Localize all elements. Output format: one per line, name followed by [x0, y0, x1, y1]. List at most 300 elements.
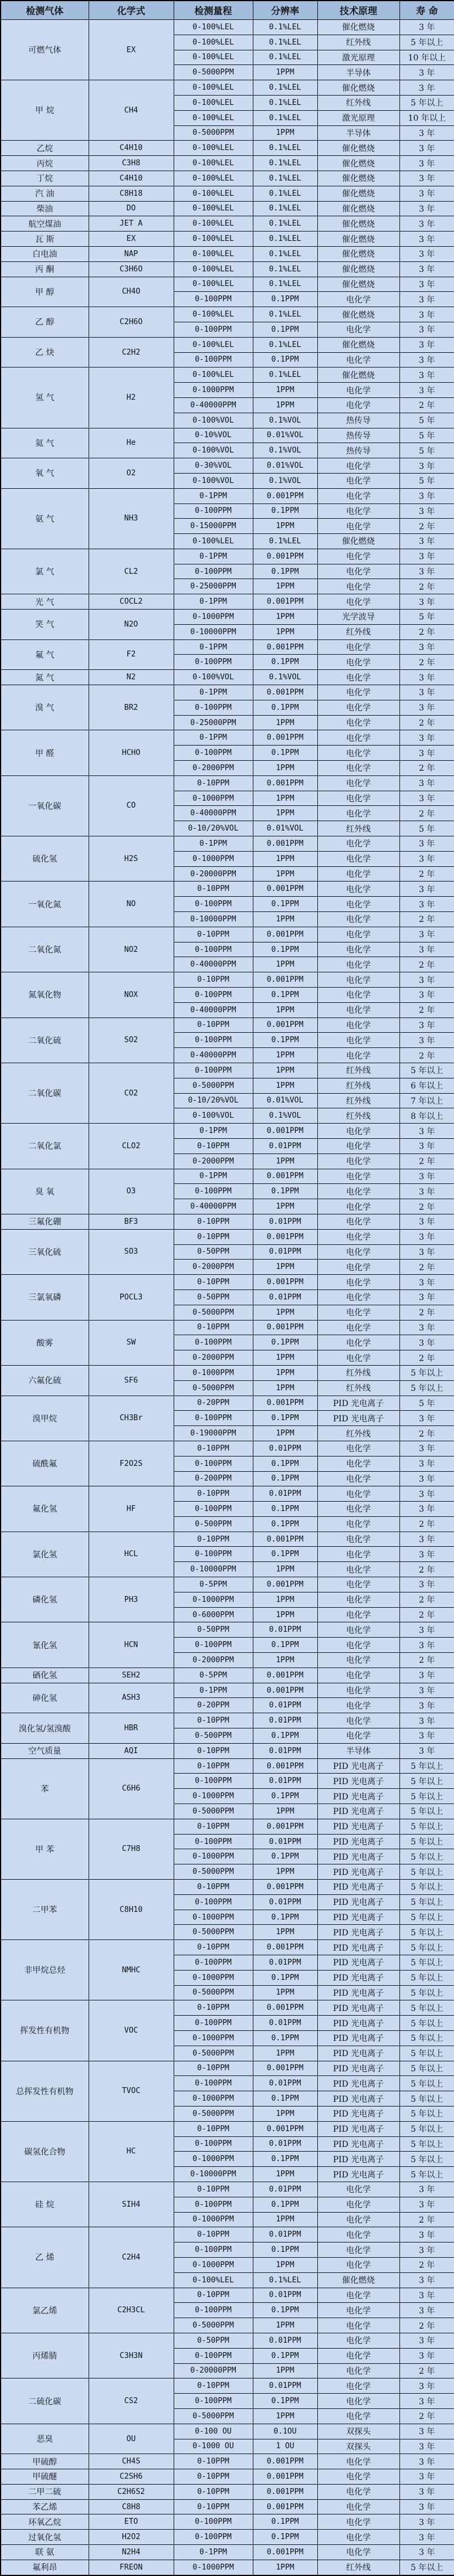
range-cell: 0-100%LEL — [174, 216, 253, 232]
principle-cell: 电化学 — [317, 397, 399, 413]
life-cell: 2 年 — [399, 2257, 454, 2272]
range-cell: 0-10PPM — [174, 1275, 253, 1290]
resolution-cell: 0.1%VOL — [253, 443, 317, 458]
range-cell: 0-10PPM — [174, 2499, 253, 2514]
gas-cell: 硅 烷 — [1, 2182, 89, 2227]
range-cell: 0-10PPM — [174, 1758, 253, 1774]
formula-cell: OU — [89, 2424, 174, 2454]
range-cell: 0-10PPM — [174, 2288, 253, 2303]
principle-cell: 电化学 — [317, 2227, 399, 2242]
resolution-cell: 0.1%LEL — [253, 186, 317, 201]
resolution-cell: 1 OU — [253, 2439, 317, 2454]
formula-cell: VOC — [89, 2000, 174, 2061]
range-cell: 0-5000PPM — [174, 125, 253, 141]
range-cell: 0-100PPM — [174, 1834, 253, 1849]
col-header-life: 寿 命 — [399, 1, 454, 20]
table-row — [1, 972, 454, 988]
principle-cell: 红外线 — [317, 1078, 399, 1093]
table-row — [1, 1063, 454, 1078]
life-cell: 2 年 — [399, 519, 454, 534]
life-cell: 3 年 — [399, 1244, 454, 1260]
range-cell: 0-1000PPM — [174, 1365, 253, 1380]
formula-cell: H2S — [89, 836, 174, 882]
table-row — [1, 2227, 454, 2242]
principle-cell: 电化学 — [317, 1668, 399, 1683]
formula-cell: N2O — [89, 610, 174, 640]
formula-cell: SO3 — [89, 1229, 174, 1274]
range-cell: 0-1000PPM — [174, 2030, 253, 2046]
principle-cell: 电化学 — [317, 927, 399, 942]
formula-cell: SF6 — [89, 1365, 174, 1396]
gas-cell: 挥发性有机物 — [1, 2000, 89, 2061]
table-row — [1, 2000, 454, 2016]
range-cell: 0-100%LEL — [174, 171, 253, 186]
range-cell: 0-1000PPM — [174, 1592, 253, 1607]
life-cell: 3 年 — [399, 2545, 454, 2560]
range-cell: 0-1000PPM — [174, 383, 253, 398]
resolution-cell: 0.001PPM — [253, 2499, 317, 2514]
range-cell: 0-100 OU — [174, 2424, 253, 2439]
gas-cell: 甲 苯 — [1, 1819, 89, 1879]
gas-cell: 瓦 斯 — [1, 232, 89, 247]
principle-cell: 电化学 — [317, 1289, 399, 1305]
principle-cell: 红外线 — [317, 821, 399, 836]
range-cell: 0-1PPM — [174, 488, 253, 503]
range-cell: 0-100%LEL — [174, 307, 253, 322]
resolution-cell: 1PPM — [253, 397, 317, 413]
life-cell: 3 年 — [399, 2484, 454, 2499]
resolution-cell: 1PPM — [253, 2408, 317, 2424]
range-cell: 0-1000PPM — [174, 2257, 253, 2272]
principle-cell: 催化燃烧 — [317, 80, 399, 96]
range-cell: 0-1000PPM — [174, 1970, 253, 1985]
range-cell: 0-100PPM — [174, 564, 253, 579]
resolution-cell: 0.1%LEL — [253, 20, 317, 35]
range-cell: 0-5PPM — [174, 1668, 253, 1683]
table-row — [1, 594, 454, 610]
life-cell: 3 年 — [399, 2272, 454, 2288]
range-cell: 0-100PPM — [174, 1638, 253, 1653]
life-cell: 3 年 — [399, 639, 454, 655]
life-cell: 3 年 — [399, 2454, 454, 2469]
gas-cell: 可燃气体 — [1, 20, 89, 80]
life-cell: 3 年 — [399, 988, 454, 1003]
range-cell: 0-10PPM — [174, 972, 253, 988]
principle-cell: 电化学 — [317, 912, 399, 927]
life-cell: 3 年 — [399, 186, 454, 201]
resolution-cell: 0.01PPM — [253, 1834, 317, 1849]
life-cell: 3 年 — [399, 2182, 454, 2197]
range-cell: 0-200PPM — [174, 1471, 253, 1486]
range-cell: 0-1000PPM — [174, 2152, 253, 2167]
formula-cell: CH4S — [89, 2454, 174, 2469]
life-cell: 5 年以上 — [399, 1880, 454, 1895]
principle-cell: 电化学 — [317, 1153, 399, 1169]
formula-cell: SO2 — [89, 1018, 174, 1063]
range-cell: 0-5000PPM — [174, 2106, 253, 2121]
table-row — [1, 2454, 454, 2469]
gas-cell: 六氟化硫 — [1, 1365, 89, 1396]
table-row — [1, 246, 454, 261]
principle-cell: 热传导 — [317, 428, 399, 443]
range-cell: 0-1000PPM — [174, 791, 253, 806]
principle-cell: 电化学 — [317, 761, 399, 776]
life-cell: 5 年以上 — [399, 35, 454, 50]
formula-cell: C4H10 — [89, 171, 174, 186]
resolution-cell: 0.1%LEL — [253, 35, 317, 50]
range-cell: 0-100%VOL — [174, 1108, 253, 1124]
resolution-cell: 0.1PPM — [253, 292, 317, 307]
principle-cell: PID 光电离子 — [317, 1789, 399, 1804]
table-row — [1, 927, 454, 942]
resolution-cell: 0.1PPM — [253, 564, 317, 579]
resolution-cell: 0.001PPM — [253, 549, 317, 564]
life-cell: 5 年 — [399, 1396, 454, 1411]
life-cell: 2 年 — [399, 2363, 454, 2378]
range-cell: 0-10PPM — [174, 1018, 253, 1033]
resolution-cell: 1PPM — [253, 2106, 317, 2121]
principle-cell: 催化燃烧 — [317, 367, 399, 383]
resolution-cell: 0.1PPM — [253, 1638, 317, 1653]
gas-cell: 乙 烯 — [1, 2227, 89, 2288]
range-cell: 0-100PPM — [174, 2514, 253, 2530]
formula-cell: C7H8 — [89, 1819, 174, 1879]
gas-cell: 氟化氢 — [1, 1486, 89, 1532]
table-row — [1, 1229, 454, 1244]
life-cell: 5 年以上 — [399, 2136, 454, 2152]
range-cell: 0-10PPM — [174, 1713, 253, 1728]
resolution-cell: 0.1%LEL — [253, 232, 317, 247]
principle-cell: 电化学 — [317, 775, 399, 791]
life-cell: 3 年 — [399, 2303, 454, 2318]
formula-cell: DO — [89, 201, 174, 216]
life-cell: 5 年以上 — [399, 2076, 454, 2091]
resolution-cell: 0.001PPM — [253, 775, 317, 791]
table-row — [1, 2560, 454, 2575]
life-cell: 3 年 — [399, 897, 454, 912]
col-header-range: 检测量程 — [174, 1, 253, 20]
resolution-cell: 0.001PPM — [253, 1018, 317, 1033]
resolution-cell: 0.01%VOL — [253, 428, 317, 443]
range-cell: 0-1000PPM — [174, 2091, 253, 2107]
life-cell: 5 年 — [399, 443, 454, 458]
range-cell: 0-100%LEL — [174, 110, 253, 125]
formula-cell: H2O2 — [89, 2530, 174, 2545]
life-cell: 2 年 — [399, 1305, 454, 1320]
table-row — [1, 201, 454, 216]
formula-cell: BR2 — [89, 685, 174, 730]
formula-cell: ETO — [89, 2514, 174, 2530]
formula-cell: NO — [89, 882, 174, 927]
life-cell: 3 年 — [399, 836, 454, 852]
principle-cell: 电化学 — [317, 503, 399, 519]
gas-cell: 光 气 — [1, 594, 89, 610]
resolution-cell: 1PPM — [253, 624, 317, 639]
resolution-cell: 0.1PPM — [253, 352, 317, 367]
life-cell: 3 年 — [399, 1018, 454, 1033]
life-cell: 5 年以上 — [399, 1894, 454, 1910]
principle-cell: 电化学 — [317, 594, 399, 610]
resolution-cell: 1PPM — [253, 1048, 317, 1063]
range-cell: 0-20PPM — [174, 1698, 253, 1713]
resolution-cell: 0.01%VOL — [253, 1093, 317, 1108]
life-cell: 5 年以上 — [399, 1985, 454, 2000]
resolution-cell: 1PPM — [253, 1426, 317, 1441]
life-cell: 3 年 — [399, 1138, 454, 1153]
resolution-cell: 0.001PPM — [253, 2454, 317, 2469]
life-cell: 3 年 — [399, 2530, 454, 2545]
resolution-cell: 0.01PPM — [253, 1743, 317, 1758]
resolution-cell: 0.001PPM — [253, 1532, 317, 1547]
principle-cell: PID 光电离子 — [317, 1834, 399, 1849]
life-cell: 3 年 — [399, 458, 454, 474]
resolution-cell: 1PPM — [253, 1653, 317, 1668]
principle-cell: PID 光电离子 — [317, 2167, 399, 2182]
formula-cell: BF3 — [89, 1214, 174, 1229]
table-row — [1, 1577, 454, 1592]
life-cell: 3 年 — [399, 1184, 454, 1199]
range-cell: 0-100PPM — [174, 2303, 253, 2318]
life-cell: 10 年以上 — [399, 50, 454, 65]
life-cell: 3 年 — [399, 1668, 454, 1683]
gas-cell: 白电油 — [1, 246, 89, 261]
principle-cell: 电化学 — [317, 1638, 399, 1653]
range-cell: 0-2000PPM — [174, 1653, 253, 1668]
formula-cell: CLO2 — [89, 1124, 174, 1169]
gas-cell: 硫酰氟 — [1, 1441, 89, 1486]
resolution-cell: 0.1PPM — [253, 2091, 317, 2107]
table-row — [1, 488, 454, 503]
range-cell: 0-5000PPM — [174, 2318, 253, 2333]
formula-cell: H2 — [89, 367, 174, 428]
gas-cell: 氯 气 — [1, 549, 89, 594]
table-row — [1, 1365, 454, 1380]
range-cell: 0-5000PPM — [174, 1804, 253, 1819]
range-cell: 0-1PPM — [174, 1169, 253, 1184]
life-cell: 3 年 — [399, 337, 454, 352]
resolution-cell: 0.1PPM — [253, 2197, 317, 2212]
range-cell: 0-100PPM — [174, 746, 253, 761]
table-row — [1, 685, 454, 700]
principle-cell: 电化学 — [317, 730, 399, 746]
principle-cell: 红外线 — [317, 1380, 399, 1396]
life-cell: 3 年 — [399, 2227, 454, 2242]
table-row — [1, 1743, 454, 1758]
range-cell: 0-5000PPM — [174, 1864, 253, 1880]
principle-cell: PID 光电离子 — [317, 2061, 399, 2076]
resolution-cell: 0.1%LEL — [253, 534, 317, 549]
range-cell: 0-100%LEL — [174, 2272, 253, 2288]
range-cell: 0-20PPM — [174, 1396, 253, 1411]
range-cell: 0-10PPM — [174, 882, 253, 897]
resolution-cell: 1PPM — [253, 125, 317, 141]
formula-cell: C2H2 — [89, 337, 174, 367]
range-cell: 0-50PPM — [174, 2333, 253, 2348]
life-cell: 3 年 — [399, 1728, 454, 1744]
life-cell: 3 年 — [399, 1743, 454, 1758]
range-cell: 0-10/20%VOL — [174, 1093, 253, 1108]
formula-cell: F2O2S — [89, 1441, 174, 1486]
principle-cell: 电化学 — [317, 2257, 399, 2272]
range-cell: 0-5000PPM — [174, 1985, 253, 2000]
range-cell: 0-10PPM — [174, 2121, 253, 2136]
table-row — [1, 186, 454, 201]
range-cell: 0-100PPM — [174, 1547, 253, 1562]
resolution-cell: 1PPM — [253, 1063, 317, 1078]
gas-cell: 丙烯腈 — [1, 2333, 89, 2378]
range-cell: 0-100PPM — [174, 2394, 253, 2409]
principle-cell: 催化燃烧 — [317, 141, 399, 156]
resolution-cell: 1PPM — [253, 1002, 317, 1018]
principle-cell: PID 光电离子 — [317, 1880, 399, 1895]
range-cell: 0-25000PPM — [174, 579, 253, 594]
principle-cell: 双探头 — [317, 2424, 399, 2439]
gas-cell: 氟利昂 — [1, 2560, 89, 2575]
life-cell: 3 年 — [399, 1683, 454, 1698]
resolution-cell: 0.1%LEL — [253, 80, 317, 96]
resolution-cell: 1PPM — [253, 1260, 317, 1275]
formula-cell: C2SH6 — [89, 2469, 174, 2485]
formula-cell: CL2 — [89, 549, 174, 594]
resolution-cell: 0.001PPM — [253, 1229, 317, 1244]
table-row — [1, 337, 454, 352]
formula-cell: NAP — [89, 246, 174, 261]
range-cell: 0-100%LEL — [174, 80, 253, 96]
life-cell: 3 年 — [399, 20, 454, 35]
life-cell: 5 年以上 — [399, 1849, 454, 1864]
formula-cell: HCHO — [89, 730, 174, 775]
resolution-cell: 0.001PPM — [253, 1124, 317, 1139]
resolution-cell: 0.1PPM — [253, 1456, 317, 1471]
range-cell: 0-30%VOL — [174, 458, 253, 474]
range-cell: 0-100PPM — [174, 655, 253, 670]
principle-cell: 电化学 — [317, 1229, 399, 1244]
resolution-cell: 0.1PPM — [253, 1502, 317, 1517]
gas-cell: 二氧化氯 — [1, 1124, 89, 1169]
range-cell: 0-10PPM — [174, 2000, 253, 2016]
range-cell: 0-50PPM — [174, 1244, 253, 1260]
resolution-cell: 1PPM — [253, 519, 317, 534]
resolution-cell: 0.001PPM — [253, 1819, 317, 1834]
table-row — [1, 2333, 454, 2348]
life-cell: 3 年 — [399, 292, 454, 307]
resolution-cell: 0.001PPM — [253, 1169, 317, 1184]
principle-cell: 催化燃烧 — [317, 20, 399, 35]
resolution-cell: 0.001PPM — [253, 1275, 317, 1290]
resolution-cell: 0.1%LEL — [253, 216, 317, 232]
resolution-cell: 0.1PPM — [253, 1184, 317, 1199]
resolution-cell: 1PPM — [253, 2257, 317, 2272]
life-cell: 10 年以上 — [399, 110, 454, 125]
life-cell: 2 年 — [399, 866, 454, 882]
range-cell: 0-1PPM — [174, 549, 253, 564]
gas-cell: 二氧化硫 — [1, 1018, 89, 1063]
resolution-cell: 1PPM — [253, 866, 317, 882]
life-cell: 3 年 — [399, 775, 454, 791]
life-cell: 5 年以上 — [399, 95, 454, 110]
range-cell: 0-5000PPM — [174, 65, 253, 80]
table-row — [1, 2514, 454, 2530]
resolution-cell: 0.1PPM — [253, 700, 317, 715]
life-cell: 5 年 — [399, 428, 454, 443]
formula-cell: C4H10 — [89, 141, 174, 156]
gas-cell: 二甲苯 — [1, 1880, 89, 1940]
formula-cell: FREON — [89, 2560, 174, 2575]
range-cell: 0-100PPM — [174, 700, 253, 715]
resolution-cell: 0.1PPM — [253, 2242, 317, 2258]
life-cell: 3 年 — [399, 1229, 454, 1244]
principle-cell: PID 光电离子 — [317, 1396, 399, 1411]
range-cell: 0-5000PPM — [174, 1925, 253, 1940]
gas-cell: 二氧化碳 — [1, 1063, 89, 1123]
principle-cell: PID 光电离子 — [317, 2076, 399, 2091]
gas-cell: 联 氨 — [1, 2545, 89, 2560]
range-cell: 0-40000PPM — [174, 806, 253, 821]
principle-cell: PID 光电离子 — [317, 1411, 399, 1426]
range-cell: 0-100PPM — [174, 2076, 253, 2091]
principle-cell: 催化燃烧 — [317, 186, 399, 201]
range-cell: 0-40000PPM — [174, 1002, 253, 1018]
range-cell: 0-20000PPM — [174, 866, 253, 882]
principle-cell: 半导体 — [317, 65, 399, 80]
table-row — [1, 1275, 454, 1290]
principle-cell: 电化学 — [317, 1244, 399, 1260]
principle-cell: 催化燃烧 — [317, 232, 399, 247]
range-cell: 0-1PPM — [174, 730, 253, 746]
gas-cell: 溴化氢/氢溴酸 — [1, 1713, 89, 1744]
range-cell: 0-5000PPM — [174, 1380, 253, 1396]
life-cell: 7 年以上 — [399, 1093, 454, 1108]
resolution-cell: 0.1PPM — [253, 1516, 317, 1532]
principle-cell: 电化学 — [317, 1486, 399, 1502]
resolution-cell: 0.1%LEL — [253, 307, 317, 322]
life-cell: 2 年 — [399, 761, 454, 776]
range-cell: 0-1000PPM — [174, 2212, 253, 2227]
range-cell: 0-1000PPM — [174, 610, 253, 625]
principle-cell: PID 光电离子 — [317, 1819, 399, 1834]
principle-cell: PID 光电离子 — [317, 2046, 399, 2061]
table-body — [1, 20, 454, 2575]
gas-cell: 三氟化硼 — [1, 1214, 89, 1229]
life-cell: 5 年以上 — [399, 2167, 454, 2182]
life-cell: 2 年 — [399, 624, 454, 639]
table-row — [1, 2121, 454, 2136]
life-cell: 3 年 — [399, 352, 454, 367]
gas-cell: 丙 酮 — [1, 261, 89, 277]
range-cell: 0-100%LEL — [174, 20, 253, 35]
table-row — [1, 1486, 454, 1502]
life-cell: 3 年 — [399, 1441, 454, 1456]
principle-cell: 激光原理 — [317, 50, 399, 65]
table-row — [1, 2378, 454, 2394]
life-cell: 3 年 — [399, 1214, 454, 1229]
gas-cell: 酸雾 — [1, 1320, 89, 1365]
table-row — [1, 1441, 454, 1456]
principle-cell: 电化学 — [317, 1320, 399, 1335]
resolution-cell: 1PPM — [253, 912, 317, 927]
table-row — [1, 882, 454, 897]
range-cell: 0-100PPM — [174, 2016, 253, 2031]
range-cell: 0-5000PPM — [174, 2408, 253, 2424]
resolution-cell: 0.1%LEL — [253, 277, 317, 292]
formula-cell: HCN — [89, 1622, 174, 1668]
resolution-cell: 0.1PPM — [253, 2303, 317, 2318]
resolution-cell: 1PPM — [253, 1153, 317, 1169]
range-cell: 0-10PPM — [174, 775, 253, 791]
resolution-cell: 0.001PPM — [253, 488, 317, 503]
resolution-cell: 0.001PPM — [253, 2061, 317, 2076]
principle-cell: 红外线 — [317, 1063, 399, 1078]
